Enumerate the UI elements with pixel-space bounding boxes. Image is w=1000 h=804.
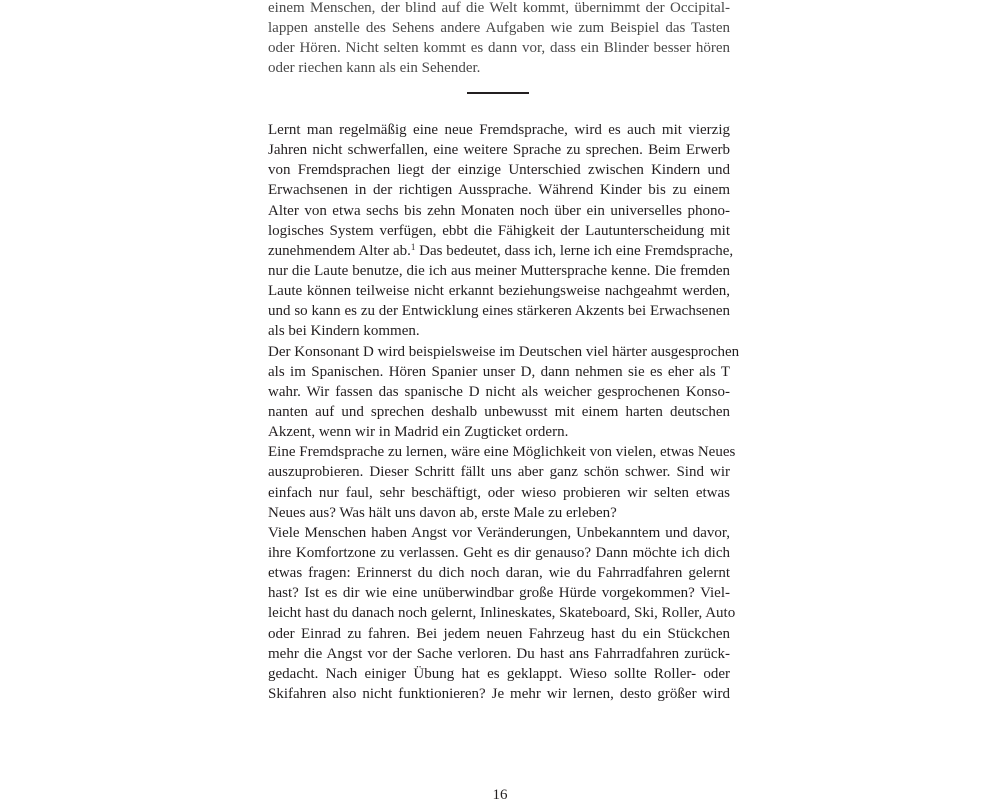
text-line: etwas fragen: Erinnerst du dich noch daran, wie du Fahrradfahren gelernt xyxy=(268,565,730,582)
text-line-with-footnote xyxy=(268,241,734,261)
text-line: und so kann es zu der Entwicklung eines stärkeren Akzents bei Erwachsenen xyxy=(268,303,730,320)
text-line: nanten auf und sprechen deshalb unbewusst mit einem harten deutschen xyxy=(268,403,730,420)
text-line: gedacht. Nach einiger Übung hat es geklappt. Wieso sollte Roller- oder xyxy=(268,665,730,682)
text-line: ihre Komfortzone zu verlassen. Geht es dir genauso? Dann möchte ich dich xyxy=(268,544,730,561)
text-line: Viele Menschen haben Angst vor Veränderungen, Unbekanntem und davor, xyxy=(268,524,730,541)
text-line: nur die Laute benutze, die ich aus meiner Muttersprache kenne. Die fremden xyxy=(268,262,730,279)
text-line: wahr. Wir fassen das spanische D nicht als weicher gesprochenen Konso- xyxy=(268,383,730,400)
text-line: oder riechen kann als ein Sehender. xyxy=(268,60,481,77)
text-line: Laute können teilweise nicht erkannt beziehungsweise nachgeahmt werden, xyxy=(268,283,730,300)
text-line: logisches System verfügen, ebbt die Fähigkeit der Lautunterscheidung mit xyxy=(268,222,730,239)
text-line: Erwachsenen in der richtigen Aussprache. Während Kinder bis zu einem xyxy=(268,182,730,199)
text-line: einem Menschen, der blind auf die Welt kommt, übernimmt der Occipital- xyxy=(268,0,730,16)
text-line: oder Hören. Nicht selten kommt es dann vor, dass ein Blinder besser hören xyxy=(268,40,730,57)
main-text xyxy=(268,120,740,704)
text-line: lappen anstelle des Sehens andere Aufgaben wie zum Beispiel das Tasten xyxy=(268,20,730,37)
text-line: Skifahren also nicht funktionieren? Je mehr wir lernen, desto größer wird xyxy=(268,685,730,702)
text-line: Alter von etwa sechs bis zehn Monaten noch über ein universelles phono- xyxy=(268,202,730,219)
text-line: von Fremdsprachen liegt der einzige Unterschied zwischen Kindern und xyxy=(268,162,730,179)
text-line: Eine Fremdsprache zu lernen, wäre eine Möglichkeit von vielen, etwas Neues xyxy=(268,444,736,461)
footnote-marker: 1 xyxy=(410,241,416,252)
text-line: leicht hast du danach noch gelernt, Inlineskates, Skateboard, Ski, Roller, Auto xyxy=(268,605,736,622)
page-number: 16 xyxy=(492,787,508,803)
text-line: als im Spanischen. Hören Spanier unser D, dann nehmen sie es eher als T xyxy=(268,363,730,380)
top-paragraph xyxy=(268,0,730,79)
text-line: hast? Ist es dir wie eine unüberwindbar große Hürde vorgekommen? Viel- xyxy=(268,585,730,602)
text-line: Der Konsonant D wird beispielsweise im Deutschen viel härter ausgesprochen xyxy=(268,343,740,360)
text-line: mehr die Angst vor der Sache verloren. Du hast ans Fahrradfahren zurück- xyxy=(268,645,730,662)
text-line: oder Einrad zu fahren. Bei jedem neuen Fahrzeug hast du ein Stückchen xyxy=(268,625,730,642)
text-line: Neues aus? Was hält uns davon ab, erste Male zu erleben? xyxy=(268,504,617,521)
footnote-line-end: Das bedeutet, dass ich, lerne ich eine Fremdsprache, xyxy=(415,242,734,259)
section-divider xyxy=(467,92,529,94)
text-line: Akzent, wenn wir in Madrid ein Zugticket ordern. xyxy=(268,424,569,441)
text-line: einfach nur faul, sehr beschäftigt, oder wieso probieren wir selten etwas xyxy=(268,484,730,501)
text-line: Lernt man regelmäßig eine neue Fremdsprache, wird es auch mit vierzig xyxy=(268,122,730,138)
footnote-line-start: zunehmendem Alter ab. xyxy=(268,242,411,259)
text-line: als bei Kindern kommen. xyxy=(268,323,420,340)
text-line: Jahren nicht schwerfallen, eine weitere Sprache zu sprechen. Beim Erwerb xyxy=(268,142,730,159)
text-line: auszuprobieren. Dieser Schritt fällt uns aber ganz schön schwer. Sind wir xyxy=(268,464,730,481)
